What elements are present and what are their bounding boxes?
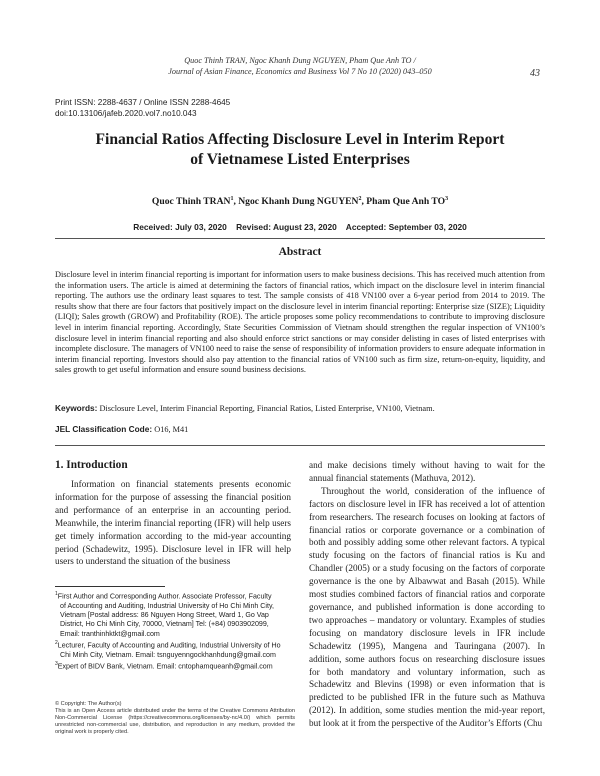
issn: Print ISSN: 2288-4637 / Online ISSN 2288-4645 (55, 98, 231, 107)
footnote-2-line: Lecturer, Faculty of Accounting and Auditing, Industrial University of Ho (57, 641, 281, 650)
running-head (0, 56, 600, 77)
paper-title (40, 130, 560, 170)
intro-right-column (309, 459, 545, 730)
jel-classification (55, 424, 545, 434)
footnote-3-line: Expert of BIDV Bank, Vietnam. Email: cntophamqueanh@gmail.com (57, 662, 273, 671)
footnote-2 (55, 639, 295, 651)
received-dates: Received: July 03, 2020 Revised: August 23, 2020 Accepted: September 03, 2020 (133, 222, 467, 232)
footnote-2-marker: 2 (55, 639, 58, 646)
intro-left-paragraph: Information on financial statements presents economic information for the purpose of assessing the financial position and performance of an enterprise in an accounting period. Meanwhile, the interim financial reporting (IFR) will help users get timely information according to the mid-year accounting period (Schadewitz, 1995). Disclosure level in IFR will help users to understand the situation of the business (55, 479, 291, 567)
author-2: Ngoc Khanh Dung NGUYEN (238, 196, 359, 208)
footnotes (55, 590, 295, 671)
keywords-label: Keywords: (55, 403, 98, 413)
copyright-notice (55, 701, 295, 736)
abstract-body: Disclosure level in interim financial reporting is important for information users to make business decisions. This has received much attention from the information users. The article is aimed at determining the factors of financial ratios, which impact on the disclosure level in interim financial reporting. The authors use the ordinary least squares to test. The sample consists of 418 VN100 over a 6-year period from 2014 to 2019. The results show that there are four factors that positively impact on the disclosure level in interim financial reporting: Enterprise size (SIZE); Liquidity (LIQI); Sales growth (GROW) and Profitability (ROE). The article proposes some policy recommendations to contribute to improving disclosure level in interim financial reporting. Accordingly, State Securities Commission of Vietnam should strengthen the regular inspection of VN100’s disclosure level in interim financial reporting and also should enforce strict sanctions or may consider delisting in cases of listed enterprises with incomplete disclosure. The managers of VN100 need to raise the sense of responsibility of information providers to ensure adequate information in interim financial reporting. Investors should also pay attention to the financial ratios of VN100 such as firm size, return-on-equity, liquidity, and sales growth to get useful information and ensure sound business decisions. (55, 270, 545, 375)
jel-label: JEL Classification Code: (55, 424, 153, 434)
intro-right-p2: Throughout the world, consideration of the influence of factors on disclosure level in IFR has received a lot of attention from researchers. The research focuses on looking at factors of financial ratios or corporate governance or a combination of both and possibly adding some other relevant factors. A typical study focusing on the factors of financial ratios is Ku and Chandler (2005) or a study focusing on the factors of corporate governance is the one by Albawwat and Basah (2015). While most studies combined factors of financial ratios and corporate governance, and published information is done according to two approaches – mandatory or voluntary. Examples of studies focusing on mandatory disclosure levels in IFR include Schadewitz (1995), Mangena and Tauringana (2007). In addition, some authors focus on researching disclosure issues for both mandatory and voluntary information, such as Schadewitz and Blevins (1998) or even information that is predicted to be published IFR in the future such as Mathuva (2012). In addition, some studies mention the mid-year report, but look at it from the perspective of the Auditor’s Efforts (Chu (309, 485, 545, 729)
footnote-1-line: of Accounting and Auditing, Industrial University of Ho Chi Minh City, (60, 601, 274, 610)
intro-right-p1: and make decisions timely without having to wait for the annual financial statements (Mathuva, 2012). (309, 460, 545, 483)
footnote-1-marker: 1 (55, 591, 58, 597)
footnote-3 (55, 660, 295, 672)
paper-title-line2: of Vietnamese Listed Enterprises (190, 151, 410, 168)
footnote-3-marker: 3 (55, 660, 58, 667)
publication-meta (55, 98, 230, 119)
footnote-divider (55, 586, 165, 587)
keywords (55, 403, 545, 413)
footnote-2-line: Chi Minh City, Vietnam. Email: tsnguyenngockhanhdung@gmail.com (60, 650, 276, 659)
author-1: Quoc Thinh TRAN (151, 196, 231, 208)
copyright-line: © Copyright: The Author(s) (55, 701, 122, 707)
author-list: Quoc Thinh TRAN$^1$, Ngoc Khanh Dung NGUYEN$^2$, Pham Que Anh $TO^3$ (151, 196, 449, 208)
doi: doi:10.13106/jafeb.2020.vol7.no10.043 (55, 108, 197, 118)
author-3-affil: 3 (445, 196, 449, 202)
divider-top (55, 238, 545, 239)
footnote-1-line: First Author and Corresponding Author. Associate Professor, Faculty (57, 592, 272, 601)
footnote-1 (55, 590, 295, 602)
introduction-heading: 1. Introduction (55, 459, 128, 471)
page-number: 43 (530, 68, 540, 79)
footnote-1-line: Email: tranthinhktkt@gmail.com (60, 629, 160, 638)
footnote-1-line: Vietnam [Postal address: 86 Nguyen Hong Street, Ward 1, Go Vap (60, 610, 269, 619)
running-head-journal: Journal of Asian Finance, Economics and Business Vol 7 No 10 (2020) 043–050 (168, 66, 432, 76)
author-3: Pham Que Anh TO (366, 196, 446, 208)
author-2-affil: 2 (358, 196, 362, 202)
running-head-authors: Quoc Thinh TRAN, Ngoc Khanh Dung NGUYEN, Pham Que Anh TO / (184, 56, 416, 65)
keywords-text: Disclosure Level, Interim Financial Reporting, Financial Ratios, Listed Enterprise, VN100, Vietnam. (97, 404, 435, 413)
footnote-1-line: District, Ho Chi Minh City, 70000, Vietnam] Tel: (+84) 0903902099, (60, 620, 269, 629)
paper-title-line1: Financial Ratios Affecting Disclosure Level in Interim Report (95, 131, 505, 148)
author-1-affil: 1 (230, 196, 234, 202)
license-text: This is an Open Access article distributed under the terms of the Creative Commons Attribution Non-Commercial License (https://creativecommons.org/licenses/by-nc/4.0/) which permits unrestricted non-commercial use, distribution, and reproduction in any medium, provided the original work is properly cited. (55, 708, 295, 736)
jel-text: O16, M41 (152, 425, 189, 434)
divider-bottom (55, 445, 545, 446)
abstract-heading: Abstract (278, 246, 322, 258)
